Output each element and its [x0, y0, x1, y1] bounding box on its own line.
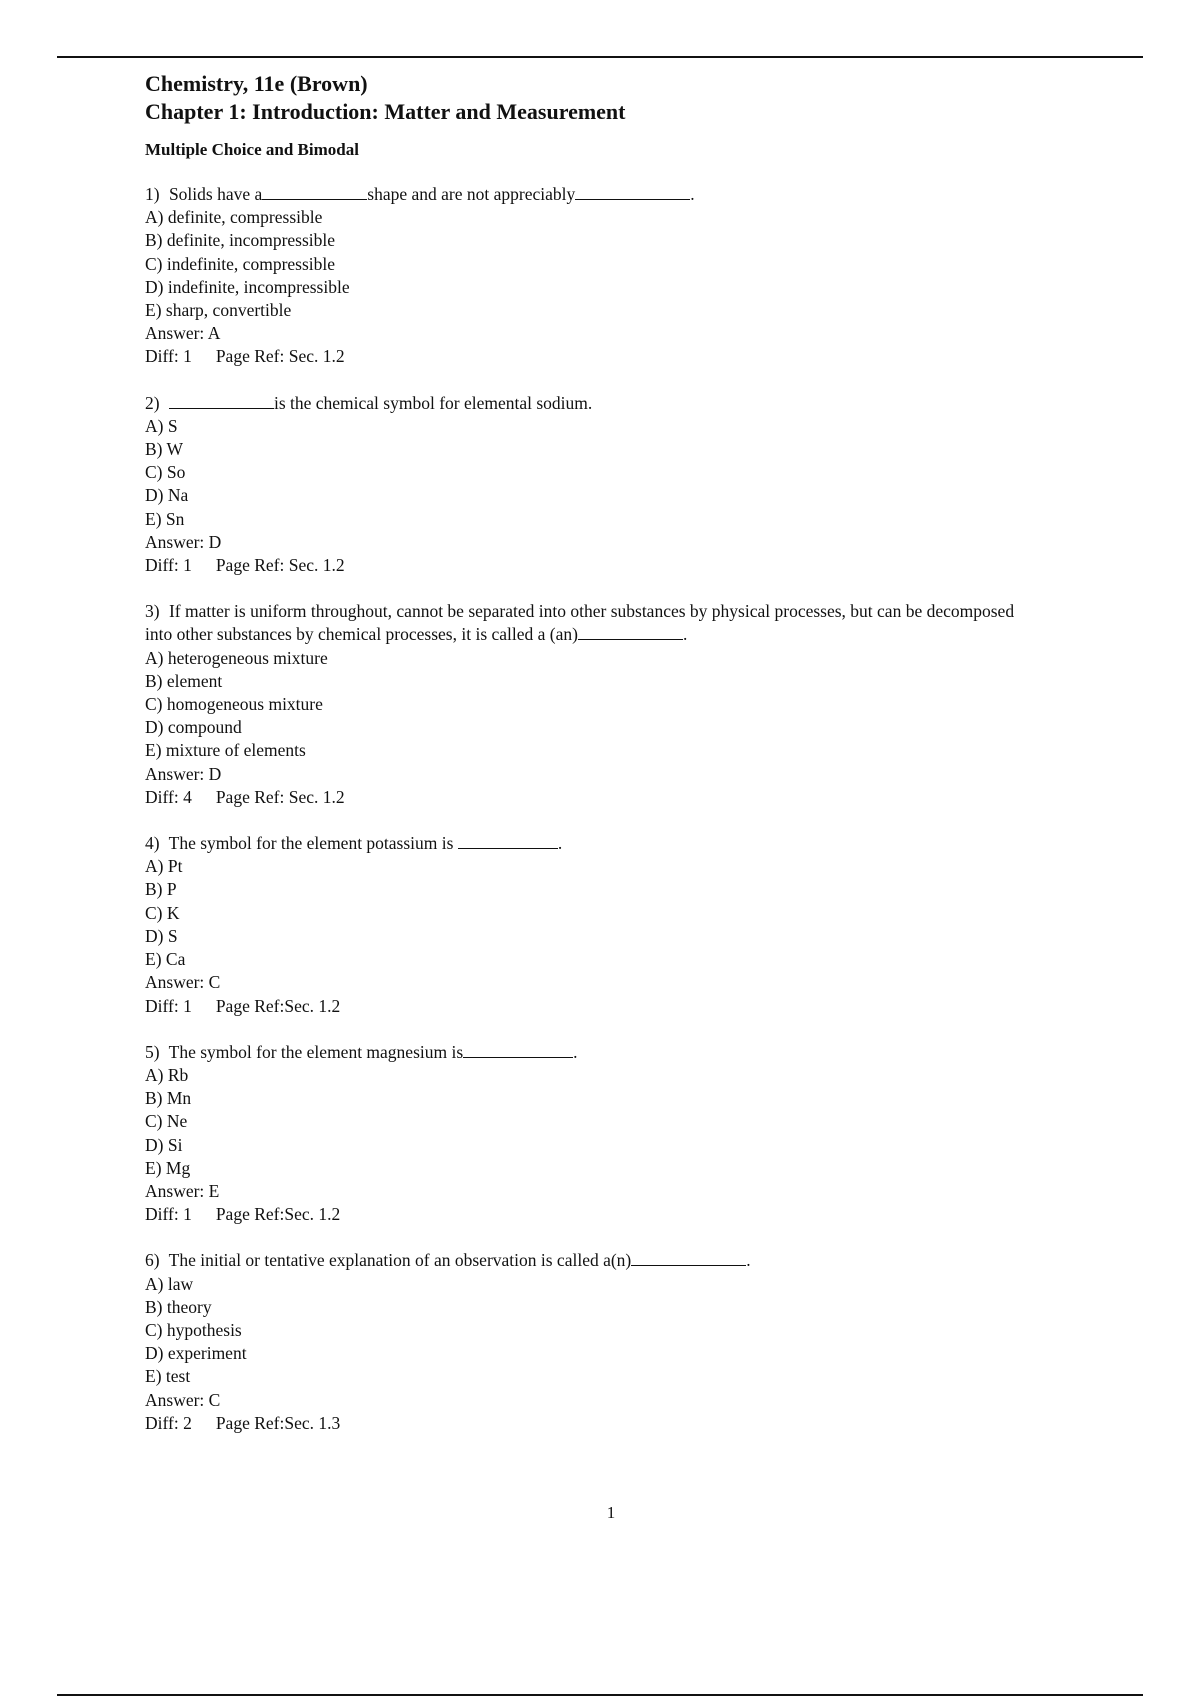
page-reference: Page Ref:Sec. 1.2	[215, 995, 341, 1016]
page-reference: Page Ref:Sec. 1.2	[215, 1204, 341, 1225]
option-a: A) Pt	[145, 856, 183, 877]
question-stem	[145, 183, 1045, 206]
option-b: B) W	[145, 439, 184, 460]
option-e: E) Ca	[145, 949, 186, 970]
option-e: E) sharp, convertible	[145, 300, 292, 321]
stem-text: The initial or tentative explanation of an observation is called a(n)	[168, 1250, 632, 1271]
answer-line: Answer: E	[145, 1180, 220, 1201]
option-d: D) S	[145, 925, 178, 946]
option-d: D) indefinite, incompressible	[145, 276, 350, 297]
meta-line	[145, 1412, 1045, 1435]
stem-text: .	[573, 1041, 578, 1062]
answer-line: Answer: C	[145, 1389, 221, 1410]
question-number: 3)	[145, 601, 160, 622]
option-d: D) Si	[145, 1134, 183, 1155]
option-a: A) Rb	[145, 1064, 189, 1085]
section-title: Multiple Choice and Bimodal	[145, 140, 359, 159]
option-c: C) homogeneous mixture	[145, 694, 323, 715]
question-3	[145, 600, 1045, 809]
option-d: D) compound	[145, 717, 242, 738]
option-d: D) Na	[145, 485, 189, 506]
question-number: 5)	[145, 1041, 160, 1062]
answer-blank	[463, 1042, 573, 1058]
stem-text: .	[690, 184, 695, 204]
question-stem	[145, 1041, 1045, 1064]
meta-line	[145, 786, 1045, 809]
question-stem	[145, 600, 1045, 646]
option-c: C) indefinite, compressible	[145, 253, 336, 274]
question-number: 4)	[145, 833, 160, 854]
stem-text: .	[557, 833, 563, 854]
option-a: A) law	[145, 1273, 194, 1294]
page-reference: Page Ref: Sec. 1.2	[215, 555, 345, 576]
option-c: C) K	[145, 902, 180, 923]
question-number: 6)	[145, 1250, 160, 1271]
option-b: B) P	[145, 879, 177, 900]
answer-line: Answer: A	[145, 323, 221, 344]
option-e: E) Mg	[145, 1157, 191, 1178]
question-number: 1)	[145, 184, 160, 204]
stem-text: shape and are not appreciably	[367, 184, 576, 204]
meta-line	[145, 1203, 1045, 1226]
option-e: E) mixture of elements	[145, 740, 306, 761]
answer-blank	[262, 184, 367, 200]
option-b: B) definite, incompressible	[145, 230, 336, 251]
meta-line	[145, 554, 1045, 577]
stem-text: is the chemical symbol for elemental sodium.	[273, 392, 593, 413]
option-c: C) hypothesis	[145, 1319, 242, 1340]
page-reference: Page Ref: Sec. 1.2	[215, 346, 345, 367]
option-b: B) Mn	[145, 1088, 192, 1109]
difficulty: Diff: 4	[145, 786, 192, 807]
stem-text: .	[746, 1250, 751, 1271]
answer-line: Answer: D	[145, 763, 222, 784]
difficulty: Diff: 1	[145, 555, 192, 576]
document-body	[145, 70, 1045, 1458]
answer-blank	[578, 624, 683, 640]
answer-blank	[169, 393, 274, 409]
question-number: 2)	[145, 392, 160, 413]
question-6	[145, 1249, 1045, 1435]
question-4	[145, 832, 1045, 1018]
meta-line	[145, 995, 1045, 1018]
option-e: E) Sn	[145, 508, 185, 529]
chapter-title: Chapter 1: Introduction: Matter and Measurement	[145, 99, 626, 124]
option-c: C) So	[145, 462, 186, 483]
meta-line	[145, 345, 1045, 368]
answer-blank	[458, 833, 558, 849]
page-reference: Page Ref:Sec. 1.3	[215, 1412, 341, 1433]
option-b: B) theory	[145, 1296, 212, 1317]
answer-line: Answer: D	[145, 531, 222, 552]
question-1	[145, 183, 1045, 369]
difficulty: Diff: 2	[145, 1412, 192, 1433]
option-e: E) test	[145, 1366, 191, 1387]
question-2	[145, 392, 1045, 578]
stem-text: .	[682, 624, 688, 645]
question-list	[145, 183, 1045, 1435]
stem-text: The symbol for the element potassium is	[168, 833, 454, 854]
option-b: B) element	[145, 670, 223, 691]
answer-line: Answer: C	[145, 972, 221, 993]
option-d: D) experiment	[145, 1343, 247, 1364]
option-a: A) definite, compressible	[145, 207, 323, 228]
question-stem	[145, 1249, 1045, 1272]
stem-text: Solids have a	[168, 184, 263, 204]
answer-blank	[631, 1250, 746, 1266]
question-5	[145, 1041, 1045, 1227]
option-c: C) Ne	[145, 1111, 188, 1132]
bottom-rule	[57, 1694, 1143, 1696]
question-stem	[145, 392, 1045, 415]
question-stem	[145, 832, 1045, 855]
page-number: 1	[606, 1503, 616, 1522]
option-a: A) S	[145, 415, 178, 436]
stem-text: If matter is uniform throughout, cannot be separated into other substances by physical processes, but can be decomposed into other substances by chemical processes, it is called a (an)	[145, 601, 1015, 645]
answer-blank	[575, 184, 690, 200]
top-rule	[57, 56, 1143, 58]
stem-text: The symbol for the element magnesium is	[168, 1041, 464, 1062]
page-reference: Page Ref: Sec. 1.2	[215, 786, 345, 807]
difficulty: Diff: 1	[145, 1204, 192, 1225]
difficulty: Diff: 1	[145, 995, 192, 1016]
book-title: Chemistry, 11e (Brown)	[145, 71, 368, 96]
option-a: A) heterogeneous mixture	[145, 647, 328, 668]
difficulty: Diff: 1	[145, 346, 192, 367]
